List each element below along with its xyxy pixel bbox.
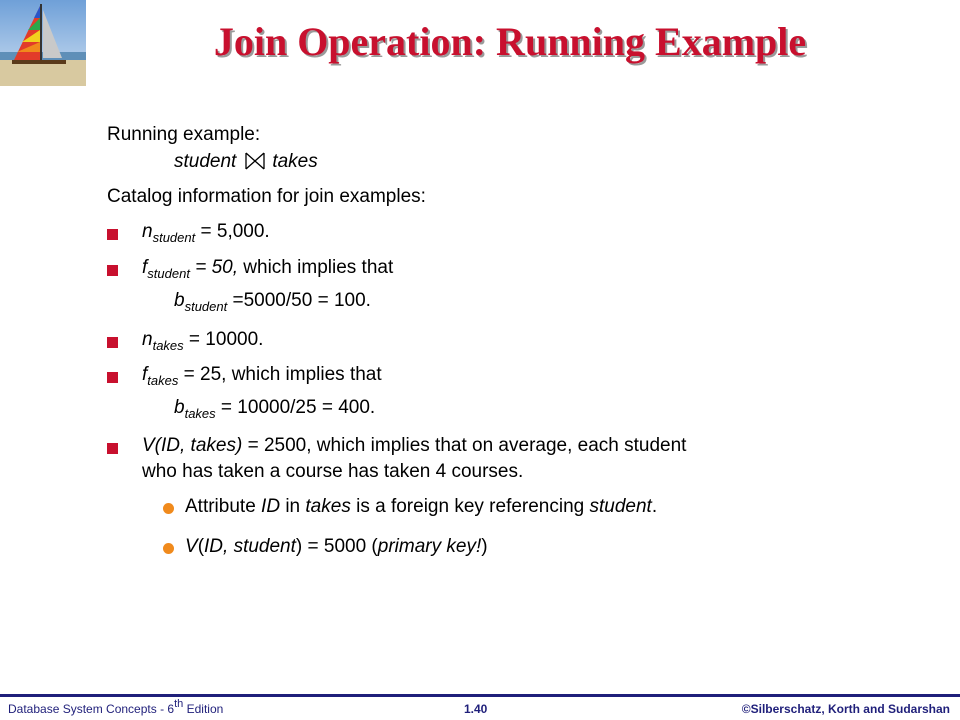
running-example-label: Running example: [107,124,261,145]
footer-book-title [8,698,224,716]
text: ( [197,536,205,557]
edition-text: Edition [183,702,224,716]
var-b: b [174,397,185,418]
expr-right: takes [272,151,318,172]
bullet-n-takes [142,329,263,351]
subscript-student: student [147,266,190,281]
text-italic: ID [261,496,281,517]
subscript-takes: takes [147,373,179,388]
v-id-takes-value: = 2500, which implies that on average, each student [242,435,687,456]
text: . [651,496,658,517]
b-takes-value: = 10000/25 = 400. [215,397,376,418]
var-n: n [142,221,153,242]
round-bullet-icon [163,543,174,554]
square-bullet-icon [107,443,118,454]
n-student-value: = 5,000. [195,221,270,242]
square-bullet-icon [107,229,118,240]
f-takes-value: = 25, which implies that [178,364,382,385]
square-bullet-icon [107,265,118,276]
slide-title: Join Operation: Running Example [213,19,807,64]
text: Attribute [185,496,262,517]
line-b-takes [174,397,375,419]
round-bullet-icon [163,503,174,514]
text-italic: student [589,496,652,517]
f-student-value: = 50, [189,257,239,278]
var-f: f [142,364,148,385]
text: in [280,496,306,517]
text: ) = 5000 ( [295,536,378,557]
bullet-f-takes [142,364,382,386]
text-italic: primary key! [377,536,482,557]
text-italic: ID, student [204,536,296,557]
subscript-student: student [184,299,228,314]
sub-bullet-primary-key [185,536,488,558]
n-takes-value: = 10000. [183,329,264,350]
text: ) [481,536,488,557]
book-title-text: Database System Concepts - 6 [8,702,175,716]
subscript-takes: takes [152,338,184,353]
text: is a foreign key referencing [350,496,590,517]
edition-superscript: th [174,698,184,710]
subscript-takes: takes [184,406,216,421]
text-italic: takes [305,496,351,517]
var-b: b [174,290,185,311]
subscript-student: student [152,230,196,245]
natural-join-icon [244,151,266,171]
catalog-label: Catalog information for join examples: [107,186,426,207]
b-student-value: =5000/50 = 100. [227,290,371,311]
footer-copyright: ©Silberschatz, Korth and Sudarshan [741,702,950,716]
sub-bullet-foreign-key [185,496,657,518]
var-f: f [142,257,148,278]
square-bullet-icon [107,337,118,348]
line-b-student [174,290,371,312]
var-n: n [142,329,153,350]
footer-page-number: 1.40 [464,702,488,716]
bullet-n-student [142,221,270,243]
bullet-v-id-takes [142,435,686,457]
square-bullet-icon [107,372,118,383]
running-example-expression [174,151,318,173]
bullet-v-id-takes-line2: who has taken a course has taken 4 courses. [142,461,524,482]
expr-left: student [174,151,237,172]
f-student-implication: which implies that [238,257,394,278]
v-id-takes-term: V(ID, takes) [142,435,243,456]
bullet-f-student [142,257,393,279]
footer-divider [0,694,960,697]
text-italic: V [185,536,198,557]
